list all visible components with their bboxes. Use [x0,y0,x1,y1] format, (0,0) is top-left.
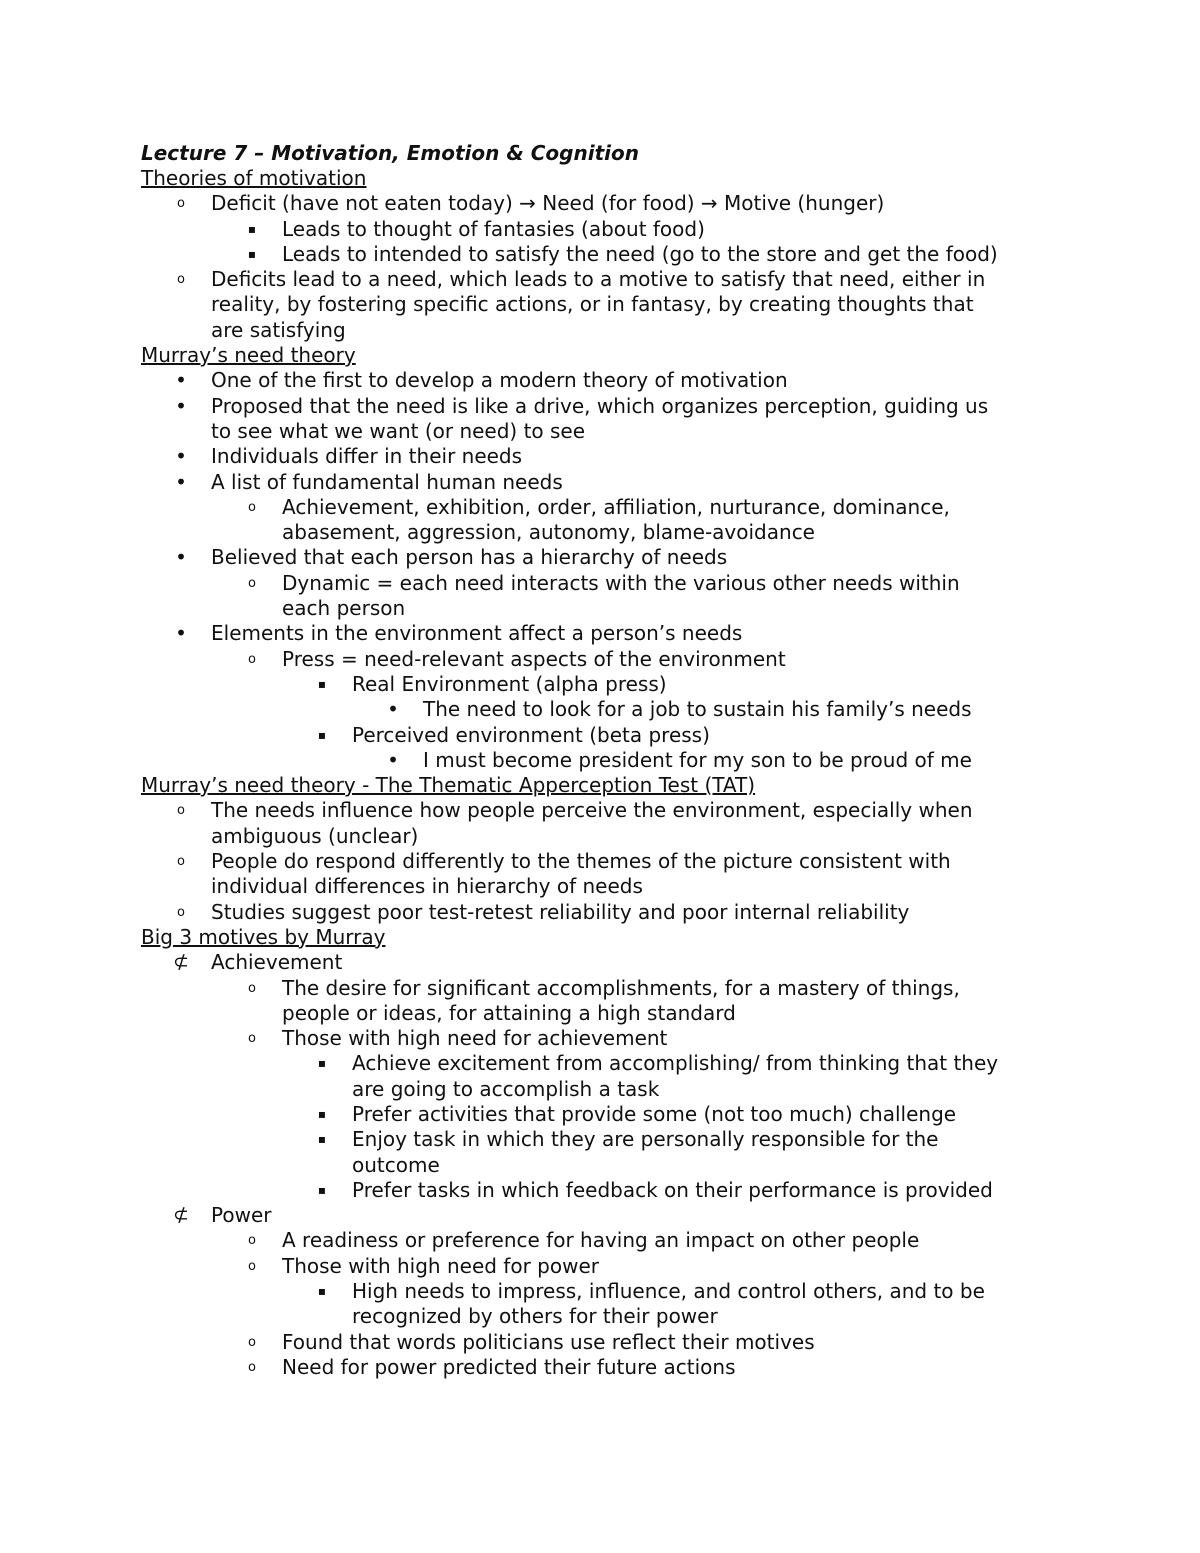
notes-body [141,191,1071,1380]
list-item [141,1051,1071,1076]
list-item-text: are going to accomplish a task [352,1076,660,1101]
list-item [141,748,1071,773]
circle-bullet-icon: o [248,575,256,591]
list-item-text: Found that words politicians use reflect their motives [282,1329,815,1354]
circle-bullet-icon: o [248,1334,256,1350]
list-item [141,596,1071,621]
circle-bullet-icon: o [248,1031,256,1047]
dot-bullet-icon: • [175,469,187,494]
square-bullet-icon: ▪ [317,727,327,742]
list-item-text: Need for power predicted their future actions [282,1354,736,1379]
list-item [141,950,1071,975]
list-item [141,217,1071,242]
list-item-text: Achieve excitement from accomplishing/ from thinking that they [352,1051,999,1076]
list-item [141,874,1071,899]
list-item [141,242,1071,267]
circle-bullet-icon: o [177,854,185,870]
square-bullet-icon: ▪ [317,1106,327,1121]
list-item [141,824,1071,849]
section-heading [141,773,1071,798]
document-title: Lecture 7 – Motivation, Emotion & Cognition [141,141,639,165]
circle-bullet-icon: o [177,904,185,920]
list-item-text: reality, by fostering specific actions, or in fantasy, by creating thoughts that [211,292,974,317]
circle-bullet-icon: o [248,980,256,996]
dot-bullet-icon: • [175,393,187,418]
list-item [141,1355,1071,1380]
list-item-text: A list of fundamental human needs [211,469,563,494]
list-item [141,798,1071,823]
circle-bullet-icon: o [248,1359,256,1375]
list-item [141,849,1071,874]
nsub-bullet-icon: ⊄ [173,951,189,974]
square-bullet-icon: ▪ [317,1284,327,1299]
dot-bullet-icon: • [175,545,187,570]
list-item [141,672,1071,697]
list-item-text: Elements in the environment affect a person’s needs [211,621,743,646]
circle-bullet-icon: o [248,1258,256,1274]
list-item-text: individual differences in hierarchy of needs [211,874,643,899]
list-item [141,1026,1071,1051]
square-bullet-icon: ▪ [317,1056,327,1071]
list-item [141,394,1071,419]
dot-bullet-icon: • [175,621,187,646]
list-item-text: The needs influence how people perceive the environment, especially when [211,798,973,823]
list-item [141,267,1071,292]
dot-bullet-icon: • [175,444,187,469]
nsub-bullet-icon: ⊄ [173,1204,189,1227]
list-item-text: Studies suggest poor test-retest reliability and poor internal reliability [211,899,910,924]
list-item-text: Real Environment (alpha press) [352,671,667,696]
list-item [141,444,1071,469]
list-item [141,1077,1071,1102]
list-item-text: Prefer activities that provide some (not too much) challenge [352,1101,957,1126]
list-item [141,1228,1071,1253]
list-item-text: Achievement [211,950,343,975]
list-item-text: ambiguous (unclear) [211,823,419,848]
list-item-text: One of the first to develop a modern theory of motivation [211,368,788,393]
list-item [141,470,1071,495]
list-item-text: Deficit (have not eaten today) → Need (for food) → Motive (hunger) [211,191,885,216]
list-item [141,621,1071,646]
list-item [141,191,1071,216]
list-item-text: The desire for significant accomplishments, for a mastery of things, [282,975,960,1000]
list-item [141,647,1071,672]
list-item-text: Those with high need for power [282,1253,599,1278]
list-item-text: Big 3 motives by Murray [141,924,386,949]
dot-bullet-icon: • [387,747,399,772]
list-item-text: Enjoy task in which they are personally responsible for the [352,1127,939,1152]
circle-bullet-icon: o [177,196,185,212]
section-heading [141,925,1071,950]
dot-bullet-icon: • [387,697,399,722]
list-item-text: to see what we want (or need) to see [211,418,586,443]
list-item-text: A readiness or preference for having an impact on other people [282,1228,920,1253]
list-item [141,1178,1071,1203]
list-item [141,571,1071,596]
list-item-text: each person [282,596,406,621]
list-item-text: Leads to intended to satisfy the need (go to the store and get the food) [282,241,998,266]
list-item-text: Believed that each person has a hierarchy of needs [211,545,728,570]
list-item-text: Individuals differ in their needs [211,444,523,469]
dot-bullet-icon: • [175,368,187,393]
list-item [141,520,1071,545]
square-bullet-icon: ▪ [317,676,327,691]
list-item-text: Achievement, exhibition, order, affiliation, nurturance, dominance, [282,494,950,519]
list-item-text: People do respond differently to the themes of the picture consistent with [211,849,951,874]
list-item [141,1304,1071,1329]
list-item [141,1330,1071,1355]
list-item [141,545,1071,570]
list-item-text: Murray’s need theory [141,343,356,368]
list-item [141,1279,1071,1304]
list-item [141,976,1071,1001]
list-item-text: people or ideas, for attaining a high standard [282,1000,736,1025]
list-item [141,368,1071,393]
list-item-text: The need to look for a job to sustain his family’s needs [423,697,972,722]
circle-bullet-icon: o [248,1233,256,1249]
list-item [141,292,1071,317]
list-item [141,1254,1071,1279]
list-item [141,1001,1071,1026]
list-item-text: Proposed that the need is like a drive, which organizes perception, guiding us [211,393,989,418]
square-bullet-icon: ▪ [247,246,257,261]
square-bullet-icon: ▪ [317,1182,327,1197]
list-item-text: abasement, aggression, autonomy, blame-avoidance [282,520,815,545]
section-heading-theories: Theories of motivation [141,166,367,190]
list-item [141,1203,1071,1228]
list-item-text: High needs to impress, influence, and control others, and to be [352,1279,985,1304]
list-item-text: Deficits lead to a need, which leads to a motive to satisfy that need, either in [211,267,986,292]
list-item-text: are satisfying [211,317,346,342]
list-item-text: Prefer tasks in which feedback on their performance is provided [352,1177,993,1202]
list-item [141,900,1071,925]
list-item-text: recognized by others for their power [352,1304,718,1329]
list-item-text: I must become president for my son to be proud of me [423,747,972,772]
list-item-text: Press = need-relevant aspects of the environment [282,646,786,671]
circle-bullet-icon: o [248,651,256,667]
circle-bullet-icon: o [177,803,185,819]
section-heading [141,343,1071,368]
square-bullet-icon: ▪ [247,221,257,236]
list-item-text: Those with high need for achievement [282,1026,668,1051]
list-item [141,1127,1071,1152]
list-item [141,1102,1071,1127]
list-item [141,495,1071,520]
circle-bullet-icon: o [248,499,256,515]
list-item-text: Perceived environment (beta press) [352,722,710,747]
circle-bullet-icon: o [177,272,185,288]
list-item-text: Dynamic = each need interacts with the various other needs within [282,570,960,595]
list-item-text: outcome [352,1152,440,1177]
list-item [141,419,1071,444]
list-item-text: Leads to thought of fantasies (about food) [282,216,705,241]
list-item-text: Murray’s need theory - The Thematic Apperception Test (TAT) [141,773,756,798]
square-bullet-icon: ▪ [317,1132,327,1147]
list-item [141,723,1071,748]
list-item [141,318,1071,343]
list-item [141,697,1071,722]
list-item [141,1153,1071,1178]
lecture-notes [141,140,1071,1380]
list-item-text: Power [211,1203,272,1228]
